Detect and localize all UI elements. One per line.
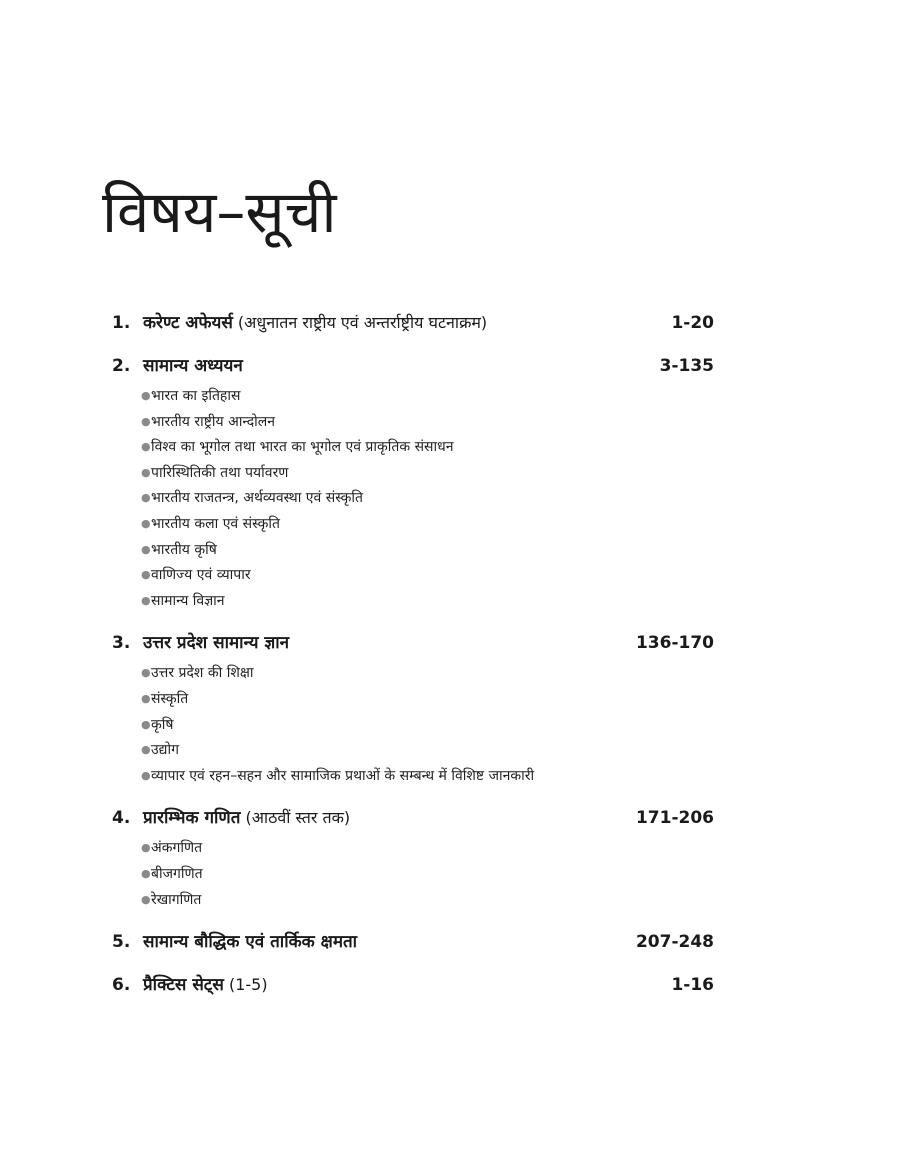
toc-entry-3 — [112, 630, 714, 788]
entry-title-text: सामान्य अध्ययन — [143, 356, 243, 376]
subtopic-item — [141, 460, 714, 486]
page-title: विषय–सूची — [102, 178, 337, 246]
subtopic-item — [141, 835, 714, 861]
entry-number: 2. — [112, 356, 131, 376]
entry-note: (आठवीं स्तर तक) — [240, 808, 351, 828]
entry-title — [143, 805, 636, 831]
subtopic-list — [112, 383, 714, 613]
entry-title — [143, 630, 636, 656]
subtopic-item — [141, 588, 714, 614]
entry-page-range: 171-206 — [635, 808, 714, 829]
entry-number: 1. — [112, 313, 131, 333]
subtopic-label: उद्योग — [151, 742, 179, 759]
bullet-icon: ● — [141, 414, 151, 428]
subtopic-item — [141, 409, 714, 435]
entry-title — [143, 929, 636, 955]
subtopic-label: अंकगणित — [151, 840, 203, 857]
bullet-icon: ● — [141, 666, 151, 680]
entry-number: 5. — [112, 932, 131, 953]
bullet-icon: ● — [141, 542, 151, 556]
subtopic-item — [141, 562, 714, 588]
subtopic-label: बीजगणित — [151, 865, 203, 882]
subtopic-label: पारिस्थितिकी तथा पर्यावरण — [151, 464, 289, 481]
bullet-icon: ● — [141, 568, 151, 582]
subtopic-item — [141, 861, 714, 887]
toc-entry-1 — [112, 310, 714, 336]
bullet-icon: ● — [141, 389, 151, 402]
subtopic-item — [141, 712, 714, 738]
subtopic-label: उत्तर प्रदेश की शिक्षा — [151, 665, 254, 682]
subtopic-item — [141, 737, 714, 763]
entry-title-text: सामान्य बौद्धिक एवं तार्किक क्षमता — [143, 932, 358, 953]
subtopic-label: भारतीय कला एवं संस्कृति — [151, 515, 280, 532]
subtopic-item — [141, 434, 714, 460]
entry-page-range: 1-20 — [671, 313, 714, 333]
entry-title — [143, 353, 660, 379]
subtopic-label: व्यापार एवं रहन–सहन और सामाजिक प्रथाओं के सम्बन्ध में विशिष्ट जानकारी — [151, 767, 535, 784]
subtopic-label: वाणिज्य एवं व्यापार — [151, 567, 251, 584]
entry-title-text: उत्तर प्रदेश सामान्य ज्ञान — [143, 633, 290, 654]
subtopic-label: भारतीय राष्ट्रीय आन्दोलन — [151, 413, 276, 430]
bullet-icon: ● — [141, 841, 151, 855]
subtopic-label: संस्कृति — [151, 690, 189, 707]
entry-title-text: प्रारम्भिक गणित — [143, 808, 241, 829]
subtopic-label: कृषि — [151, 716, 174, 733]
entry-page-range: 3-135 — [659, 356, 714, 376]
bullet-icon: ● — [141, 892, 151, 906]
entry-note: (अधुनातन राष्ट्रीय एवं अन्तर्राष्ट्रीय घटनाक्रम) — [232, 313, 488, 332]
entry-page-range: 207-248 — [635, 932, 714, 953]
subtopic-list — [112, 835, 714, 912]
subtopic-label: भारतीय राजतन्त्र, अर्थव्यवस्था एवं संस्कृति — [151, 490, 364, 507]
subtopic-label: सामान्य विज्ञान — [151, 592, 225, 609]
subtopic-item — [141, 511, 714, 537]
table-of-contents — [112, 310, 714, 998]
bullet-icon: ● — [141, 717, 151, 731]
entry-note: (1-5) — [223, 975, 268, 995]
subtopic-item — [141, 660, 714, 686]
bullet-icon: ● — [141, 691, 151, 705]
subtopic-item — [141, 763, 714, 789]
entry-number: 3. — [112, 633, 131, 654]
toc-entry-2 — [112, 353, 714, 613]
bullet-icon: ● — [141, 491, 151, 505]
subtopic-label: रेखागणित — [151, 891, 202, 908]
bullet-icon: ● — [141, 866, 151, 880]
entry-number: 4. — [112, 808, 131, 829]
bullet-icon: ● — [141, 465, 151, 479]
entry-number: 6. — [112, 975, 131, 996]
entry-title-text: करेण्ट अफेयर्स — [143, 313, 233, 333]
toc-entry-5 — [112, 929, 714, 955]
bullet-icon: ● — [141, 440, 151, 454]
bullet-icon: ● — [141, 593, 151, 607]
subtopic-label: विश्व का भूगोल तथा भारत का भूगोल एवं प्राकृतिक संसाधन — [151, 439, 454, 456]
toc-entry-6 — [112, 972, 714, 998]
bullet-icon: ● — [141, 516, 151, 530]
subtopic-item — [141, 686, 714, 712]
subtopic-item — [141, 537, 714, 563]
bullet-icon: ● — [141, 768, 151, 782]
subtopic-list — [112, 660, 714, 788]
subtopic-item — [141, 887, 714, 913]
entry-title — [143, 972, 671, 998]
bullet-icon: ● — [141, 743, 151, 757]
subtopic-item — [141, 383, 714, 409]
entry-page-range: 136-170 — [635, 633, 714, 654]
subtopic-item — [141, 485, 714, 511]
entry-title-text: प्रैक्टिस सेट्स — [143, 975, 224, 996]
entry-page-range: 1-16 — [671, 975, 714, 996]
entry-title — [143, 310, 671, 336]
subtopic-label: भारतीय कृषि — [151, 541, 217, 558]
subtopic-label: भारत का इतिहास — [151, 388, 241, 404]
toc-entry-4 — [112, 805, 714, 912]
